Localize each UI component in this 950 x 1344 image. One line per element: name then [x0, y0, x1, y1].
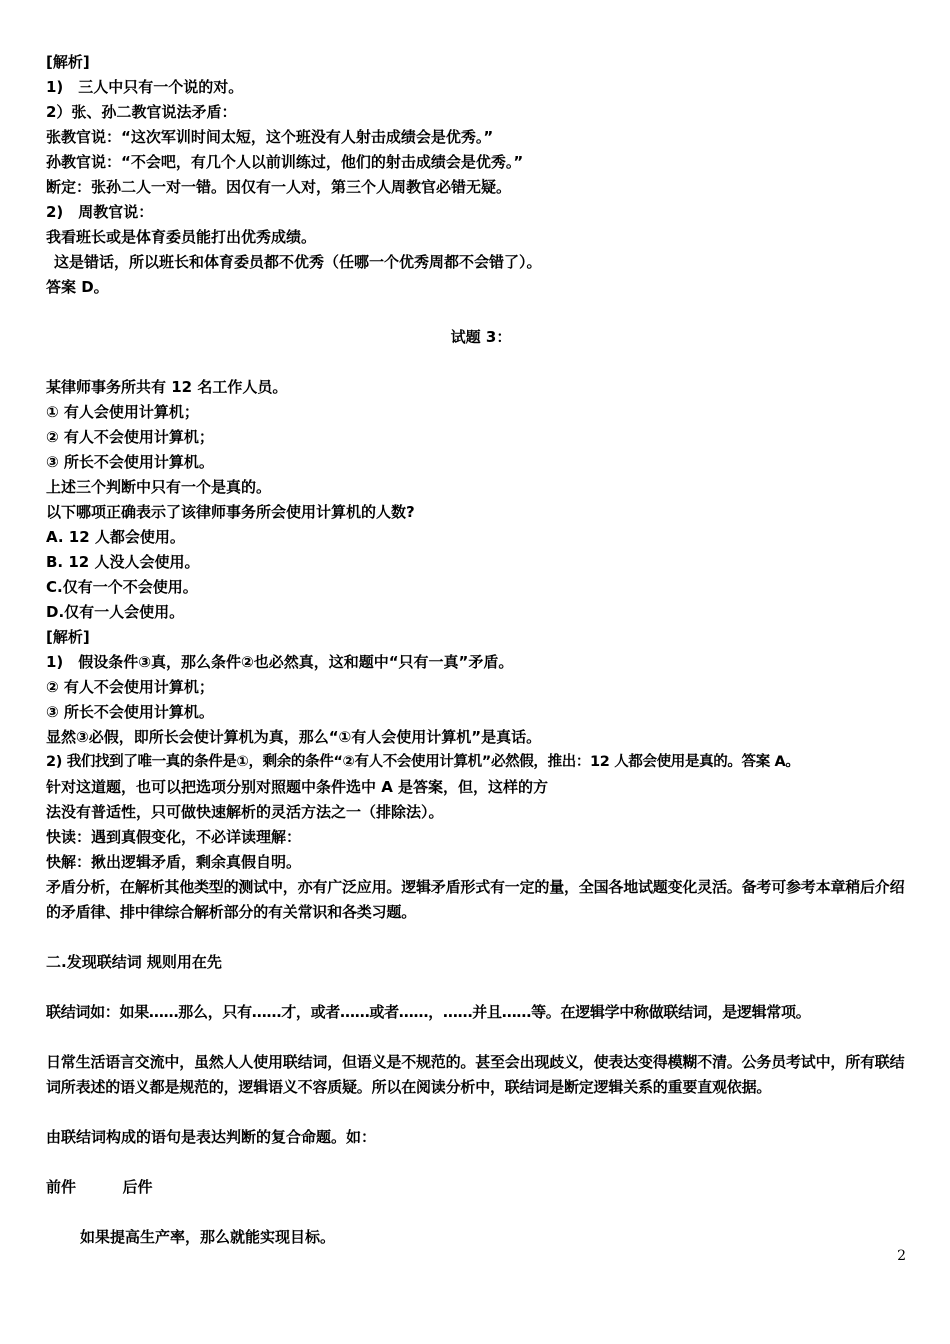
analysis-point-2: 2）张、孙二教官说法矛盾：	[46, 103, 237, 121]
contradiction-paragraph: 矛盾分析，在解析其他类型的测试中，亦有广泛应用。逻辑矛盾形式有一定的量，全国各地试题变化灵活。备考可参考本章稍后介绍的矛盾律、排中律综合解析部分的有关常识和各类习题。	[46, 878, 905, 921]
instructor-zhang-quote: 张教官说：“这次军训时间太短，这个班没有人射击成绩会是优秀。”	[46, 128, 494, 146]
analysis-inference: 显然③必假，即所长会使计算机为真，那么“①有人会使用计算机”是真话。	[46, 728, 542, 746]
alternative-method-1: 针对这道题，也可以把选项分别对照题中条件选中 A 是答案，但，这样的方	[46, 778, 549, 796]
question-title: 试题 3：	[450, 328, 512, 346]
analysis-step-1: 1) 假设条件③真，那么条件②也必然真，这和题中“只有一真”矛盾。	[46, 653, 514, 671]
consequent-label: 后件	[122, 1178, 153, 1196]
antecedent-label: 前件	[46, 1178, 77, 1196]
instructor-sun-quote: 孙教官说：“不会吧，有几个人以前训练过，他们的射击成绩会是优秀。”	[46, 153, 524, 171]
daily-language-paragraph: 日常生活语言交流中，虽然人人使用联结词，但语义是不规范的。甚至会出现歧义，使表达变得模糊不清。公务员考试中，所有联结词所表述的语义都是规范的，逻辑语义不容质疑。所以在阅读分析中，联结词是断定逻辑关系的重要直观依据。	[46, 1053, 905, 1096]
conclusion-line: 断定：张孙二人一对一错。因仅有一人对，第三个人周教官必错无疑。	[46, 178, 512, 196]
analysis-statement-2: ② 有人不会使用计算机；	[46, 678, 214, 696]
statement-3: ③ 所长不会使用计算机。	[46, 453, 214, 471]
connectives-paragraph: 联结词如：如果……那么，只有……才，或者……或者……，……并且……等。在逻辑学中称做联结词，是逻辑常项。	[46, 1003, 811, 1021]
analysis-point-1: 1) 三人中只有一个说的对。	[46, 78, 244, 96]
statement-2: ② 有人不会使用计算机；	[46, 428, 214, 446]
document-page	[46, 50, 916, 1250]
question-stem: 某律师事务所共有 12 名工作人员。	[46, 378, 288, 396]
instructor-zhou-quote: 我看班长或是体育委员能打出优秀成绩。	[46, 228, 317, 246]
analysis-step-2: 2) 我们找到了唯一真的条件是①，剩余的条件“②有人不会使用计算机”必然假，推出：12 人都会使用是真的。答案 A。	[46, 754, 800, 770]
instructor-zhou-label: 2) 周教官说：	[46, 203, 154, 221]
option-c: C.仅有一个不会使用。	[46, 578, 198, 596]
question-prompt: 以下哪项正确表示了该律师事务所会使用计算机的人数?	[46, 503, 415, 521]
analysis-label: [解析]	[46, 53, 90, 71]
option-b: B. 12 人没人会使用。	[46, 553, 200, 571]
zhou-analysis: 这是错话，所以班长和体育委员都不优秀（任哪一个优秀周都不会错了）。	[54, 253, 542, 271]
quick-read: 快读：遇到真假变化，不必详读理解：	[46, 828, 302, 846]
example-sentence: 如果提高生产率，那么就能实现目标。	[80, 1228, 336, 1246]
option-a: A. 12 人都会使用。	[46, 528, 185, 546]
analysis-label-2: [解析]	[46, 628, 90, 646]
section-heading: 二.发现联结词 规则用在先	[46, 953, 222, 971]
antecedent-consequent-labels	[46, 1175, 916, 1200]
page-number: 2	[897, 1248, 906, 1264]
option-d: D.仅有一人会使用。	[46, 603, 185, 621]
statement-1: ① 有人会使用计算机；	[46, 403, 199, 421]
answer-line: 答案 D。	[46, 278, 109, 296]
condition-line: 上述三个判断中只有一个是真的。	[46, 478, 272, 496]
alternative-method-2: 法没有普适性，只可做快速解析的灵活方法之一（排除法）。	[46, 803, 444, 821]
compound-proposition-line: 由联结词构成的语句是表达判断的复合命题。如：	[46, 1128, 377, 1146]
analysis-statement-3: ③ 所长不会使用计算机。	[46, 703, 214, 721]
quick-solve: 快解：揪出逻辑矛盾，剩余真假自明。	[46, 853, 302, 871]
